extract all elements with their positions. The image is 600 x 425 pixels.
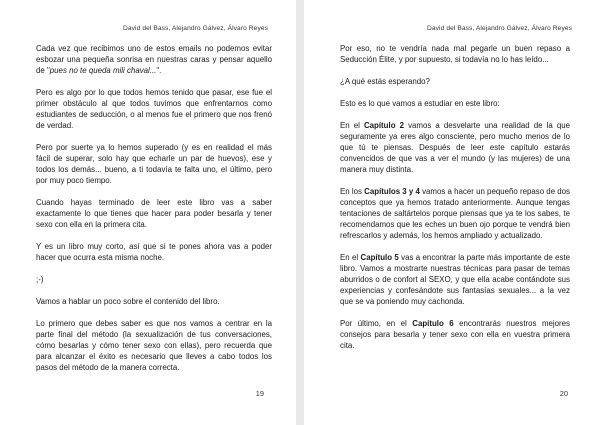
paragraph: [340, 120, 570, 175]
paragraph: [340, 186, 570, 241]
text: Por último, en el: [340, 319, 413, 328]
paragraph: Lo primero que debes saber es que nos vamos a centrar en la parte final del método (la sexualización de tus conversaciones, cómo besarlas y cómo tener sexo con ellas), pero recuerda que para alcanzar el éxito es necesario que lleves a cabo todos los pasos del método de la manera correcta.: [36, 319, 272, 372]
paragraph: [340, 252, 570, 307]
text: En el: [340, 253, 361, 262]
paragraph: Por eso, no te vendría nada mal pegarle un buen repaso a Seducción Élite, y por supuesto, si todavía no lo has leído...: [340, 44, 570, 64]
text: En el: [340, 121, 364, 130]
paragraph: [340, 318, 570, 351]
running-header: David del Bass, Alejandro Gálvez, Álvaro Reyes: [427, 25, 572, 32]
text: Cada vez que recibimos uno de estos emails no podemos evitar esbozar una pequeña sonrisa en nuestras caras y pensar aquello de ": [36, 44, 272, 75]
text: vamos a hacer un pequeño repaso de dos conceptos que ya hemos tratado anteriormente. Aunque tengas tentaciones de saltártelos porque piensas que ya te los sabes, te recomendamos que les eches un buen ojo porque te vendrá bien refrescarlos y además, los hemos ampliado y actualizado.: [340, 187, 571, 240]
page-body: [36, 43, 272, 384]
page-19: [0, 0, 296, 425]
page-20: [304, 0, 600, 425]
bold-chapter: Capítulo 5: [360, 253, 399, 262]
paragraph: ;-): [36, 275, 44, 284]
paragraph: ¿A qué estás esperando?: [340, 77, 430, 86]
page-body: [340, 43, 570, 362]
text: vas a encontrar la parte más importante de este libro. Vamos a mostrarte nuestras técnicas para pasar de temas aburridos o de confort al SEXO, y que ella acabe contándote sus experiencias y confesándote sus fantasías sexuales... a la vez que se va poniendo muy cachonda.: [340, 253, 570, 306]
paragraph: Pero por suerte ya lo hemos superado (y es en realidad el más fácil de superar, solo hay que echarle un par de huevos), ese y todos los demás... bueno, a ti todavía te falta uno, el último, pero por muy poco tiempo.: [36, 143, 272, 185]
text: En los: [340, 187, 365, 196]
text: ".: [156, 66, 162, 75]
paragraph: Y es un libro muy corto, así que si te pones ahora vas a poder hacer que ocurra esta misma noche.: [36, 242, 272, 262]
paragraph: Cuando hayas terminado de leer este libro vas a saber exactamente lo que tienes que hacer para poder besarla y tener sexo con ella en la primera cita.: [36, 198, 272, 229]
running-header: David del Bass, Alejandro Gálvez, Álvaro Reyes: [123, 25, 268, 32]
paragraph: Vamos a hablar un poco sobre el contenido del libro.: [36, 297, 220, 306]
bold-chapter: Capítulos 3 y 4: [364, 187, 420, 196]
bold-chapter: Capítulo 2: [363, 121, 404, 130]
page-number: 20: [559, 389, 568, 398]
page-number: 19: [255, 389, 264, 398]
text: vamos a desvelarte una realidad de la que seguramente ya eres algo consciente, pero mucho menos de lo que tú te piensas. Después de leer este capítulo estarás convencidos de que vas a ver el mundo (y las mujeres) de una manera muy distinta.: [340, 121, 570, 174]
paragraph: Esto es lo que vamos a estudiar en este libro:: [340, 99, 500, 108]
bold-chapter: Capítulo 6: [412, 319, 454, 328]
italic-quote: pues no te queda mili chaval...: [49, 66, 157, 75]
text: encontrarás nuestros mejores consejos para besarla y tener sexo con ella en vuestra primera cita.: [340, 319, 571, 350]
paragraph: [36, 43, 272, 76]
paragraph: Pero es algo por lo que todos hemos tenido que pasar, ese fue el primer obstáculo al que todos tuvimos que enfrentarnos como estudiantes de seducción, o al menos fue el primero que nos frenó de verdad.: [36, 88, 272, 130]
